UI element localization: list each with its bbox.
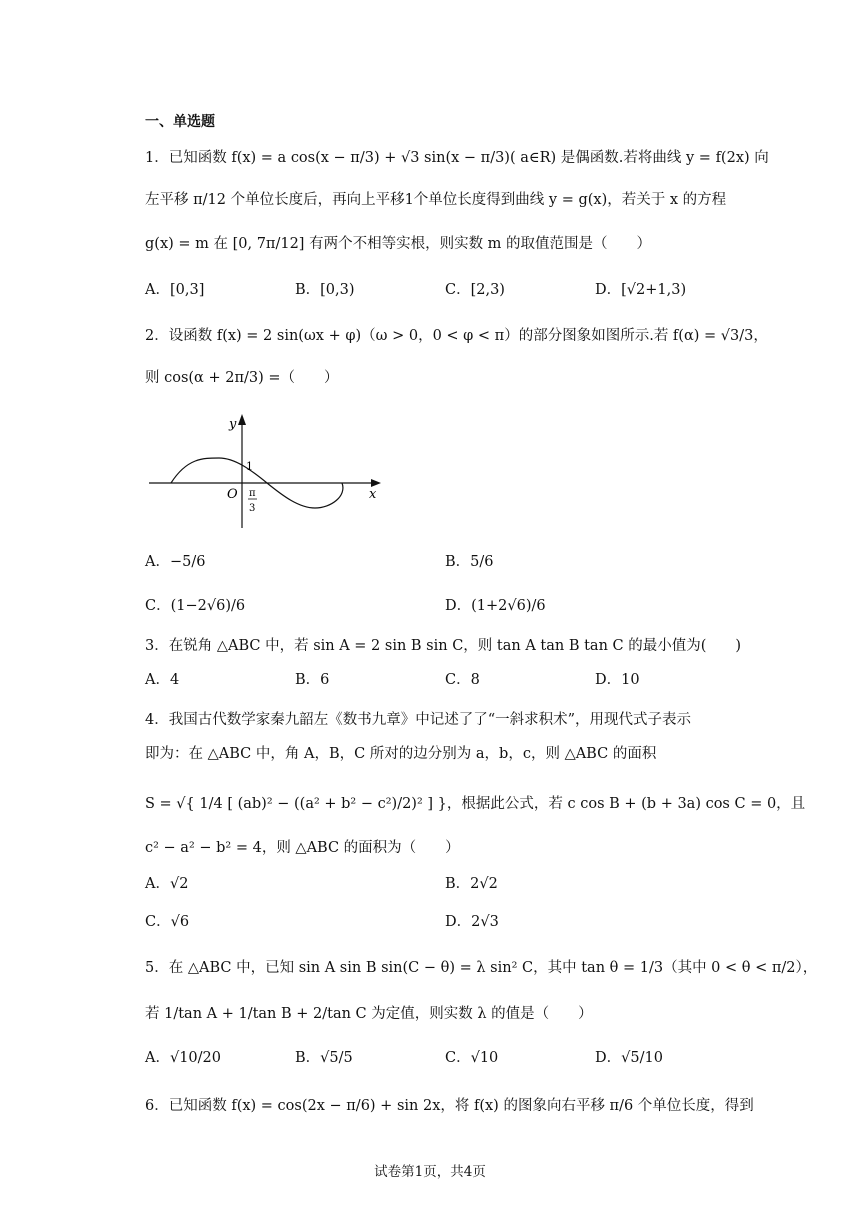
- q4-option-c: C．√6: [145, 914, 190, 930]
- q3-line-1: 3．在锐角 △ABC 中，若 sin A = 2 sin B sin C，则 tan A tan B tan C 的最小值为( ): [145, 638, 742, 654]
- q1-option-c: C．[2,3): [445, 282, 505, 298]
- x-tick-denominator: 3: [249, 503, 256, 514]
- q4-line-3: S = √{ 1/4 [ (ab)² − ((a² + b² − c²)/2)² ] }，根据此公式，若 c cos B + (b + 3a) cos C = 0，且: [145, 796, 806, 812]
- q4-option-a: A．√2: [145, 876, 189, 892]
- q1-option-a: A．[0,3]: [145, 282, 205, 298]
- q2-line-2: 则 cos(α + 2π/3) =（ ）: [145, 370, 339, 386]
- q5-line-2: 若 1/tan A + 1/tan B + 2/tan C 为定值，则实数 λ 的值是（ ）: [145, 1006, 593, 1022]
- q5-option-d: D．√5/10: [595, 1050, 663, 1066]
- q3-option-c: C．8: [445, 672, 480, 688]
- q5-option-a: A．√10/20: [145, 1050, 221, 1066]
- q5-option-b: B．√5/5: [295, 1050, 353, 1066]
- q1-option-b: B．[0,3): [295, 282, 355, 298]
- x-axis-label: x: [369, 487, 377, 502]
- q4-line-4: c² − a² − b² = 4，则 △ABC 的面积为（ ）: [145, 840, 460, 856]
- q2-option-c: C．(1−2√6)/6: [145, 598, 246, 614]
- origin-label: O: [227, 487, 238, 502]
- q1-line-2: 左平移 π/12 个单位长度后，再向上平移1个单位长度得到曲线 y = g(x)，若关于 x 的方程: [145, 192, 727, 208]
- q1-line-3: g(x) = m 在 [0, 7π/12] 有两个不相等实根，则实数 m 的取值范围是（ ）: [145, 236, 652, 252]
- q1-line-1: 1．已知函数 f(x) = a cos(x − π/3) + √3 sin(x − π/3)( a∈R) 是偶函数.若将曲线 y = f(2x) 向: [145, 150, 769, 166]
- q3-option-a: A．4: [145, 672, 180, 688]
- q1-option-d: D．[√2+1,3): [595, 282, 687, 298]
- q2-option-a: A．−5/6: [145, 554, 206, 570]
- q5-option-c: C．√10: [445, 1050, 499, 1066]
- q2-line-1: 2．设函数 f(x) = 2 sin(ωx + φ)（ω > 0，0 < φ < π）的部分图象如图所示.若 f(α) = √3/3，: [145, 328, 768, 344]
- q6-line-1: 6．已知函数 f(x) = cos(2x − π/6) + sin 2x，将 f(x) 的图象向右平移 π/6 个单位长度，得到: [145, 1098, 754, 1114]
- y-axis-arrow: [238, 414, 246, 425]
- y-tick-1: 1: [246, 460, 253, 473]
- q4-option-b: B．2√2: [445, 876, 498, 892]
- page-footer: 试卷第1页，共4页: [374, 1164, 486, 1180]
- q2-option-d: D．(1+2√6)/6: [445, 598, 546, 614]
- q4-line-1: 4．我国古代数学家秦九韶左《数书九章》中记述了了“一斜求积术”，用现代式子表示: [145, 712, 692, 728]
- q3-option-b: B．6: [295, 672, 330, 688]
- q4-line-2: 即为：在 △ABC 中，角 A，B，C 所对的边分别为 a，b，c，则 △ABC 的面积: [145, 746, 657, 762]
- y-axis-label: y: [229, 417, 237, 432]
- q4-option-d: D．2√3: [445, 914, 499, 930]
- q2-option-b: B．5/6: [445, 554, 494, 570]
- section-title: 一、单选题: [145, 114, 215, 130]
- q5-line-1: 5．在 △ABC 中，已知 sin A sin B sin(C − θ) = λ sin² C，其中 tan θ = 1/3（其中 0 < θ < π/2），: [145, 960, 818, 976]
- q3-option-d: D．10: [595, 672, 640, 688]
- x-tick-numerator: π: [249, 488, 256, 499]
- q2-sine-graph: [145, 410, 390, 530]
- x-axis-arrow: [371, 479, 381, 487]
